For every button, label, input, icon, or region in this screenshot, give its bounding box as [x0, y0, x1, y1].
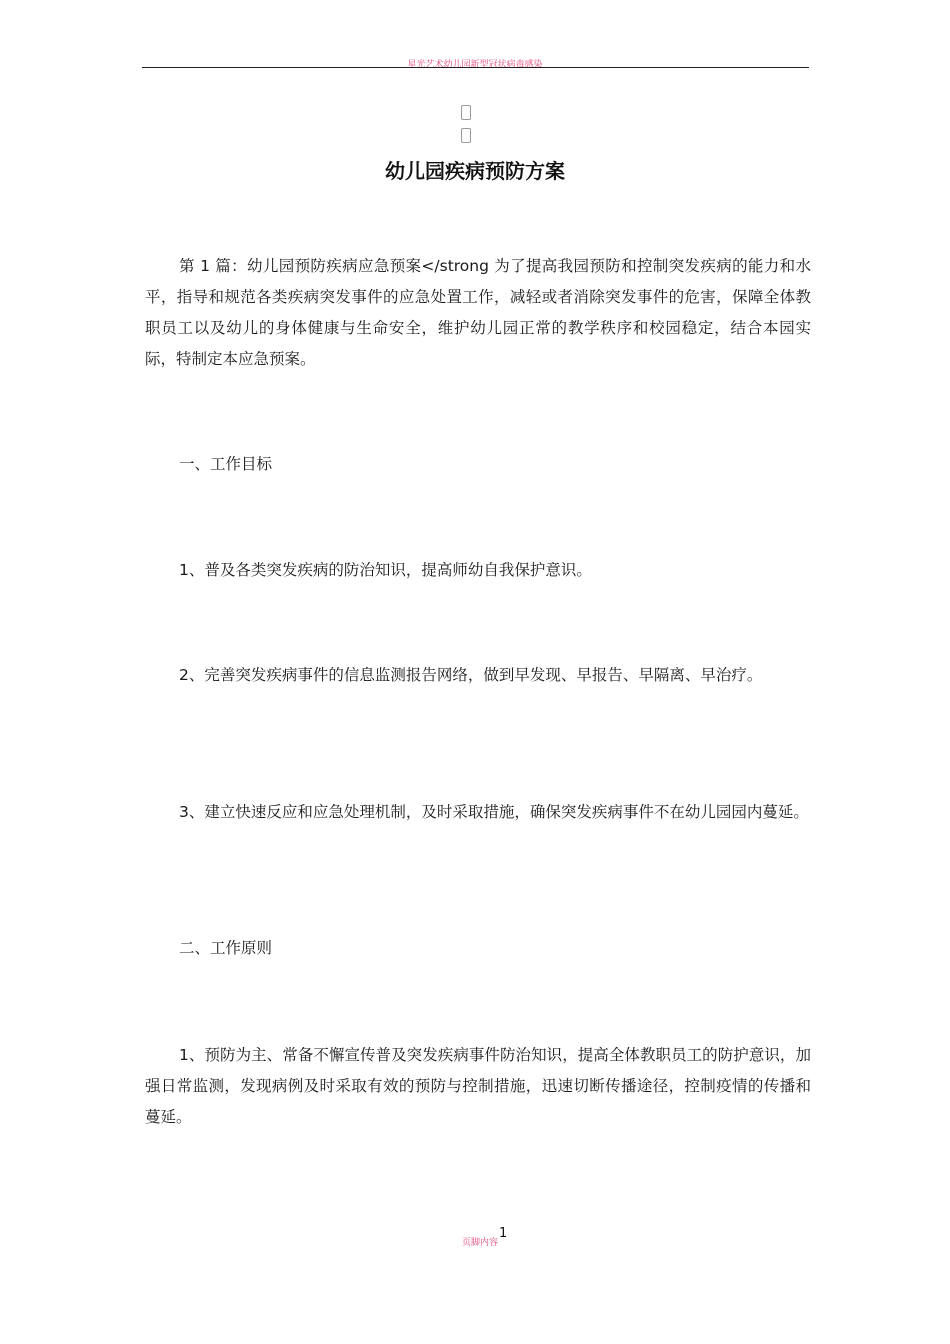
header-text: 星光艺术幼儿园新型冠状病毒感染	[407, 60, 543, 70]
section-heading-goals: 一、工作目标	[179, 455, 273, 473]
image-placeholder-icon	[461, 105, 471, 120]
document-title: 幼儿园疾病预防方案	[385, 159, 565, 183]
paragraph-principle-1: 1、预防为主、常备不懈宣传普及突发疾病事件防治知识，提高全体教职员工的防护意识，加强日常监测，发现病例及时采取有效的预防与控制措施，迅速切断传播途径，控制疫情的传播和蔓延。	[145, 1046, 811, 1126]
section-heading-principles: 二、工作原则	[179, 939, 273, 957]
header-divider	[142, 67, 809, 68]
paragraph-intro: 第 1 篇：幼儿园预防疾病应急预案</strong 为了提高我园预防和控制突发疾病的能力和水平，指导和规范各类疾病突发事件的应急处置工作，减轻或者消除突发事件的危害，保障全体教职员工以及幼儿的身体健康与生命安全，维护幼儿园正常的教学秩序和校园稳定，结合本园实际，特制定本应急预案。	[145, 257, 811, 368]
paragraph-goal-1: 1、普及各类突发疾病的防治知识，提高师幼自我保护意识。	[179, 561, 592, 579]
image-placeholder-icon	[461, 128, 471, 143]
footer-text: 页脚内容	[462, 1238, 499, 1248]
paragraph-goal-3: 3、建立快速反应和应急处理机制，及时采取措施，确保突发疾病事件不在幼儿园园内蔓延。	[179, 803, 809, 821]
page-number: 1	[499, 1226, 508, 1241]
paragraph-goal-2: 2、完善突发疾病事件的信息监测报告网络，做到早发现、早报告、早隔离、早治疗。	[179, 666, 763, 684]
